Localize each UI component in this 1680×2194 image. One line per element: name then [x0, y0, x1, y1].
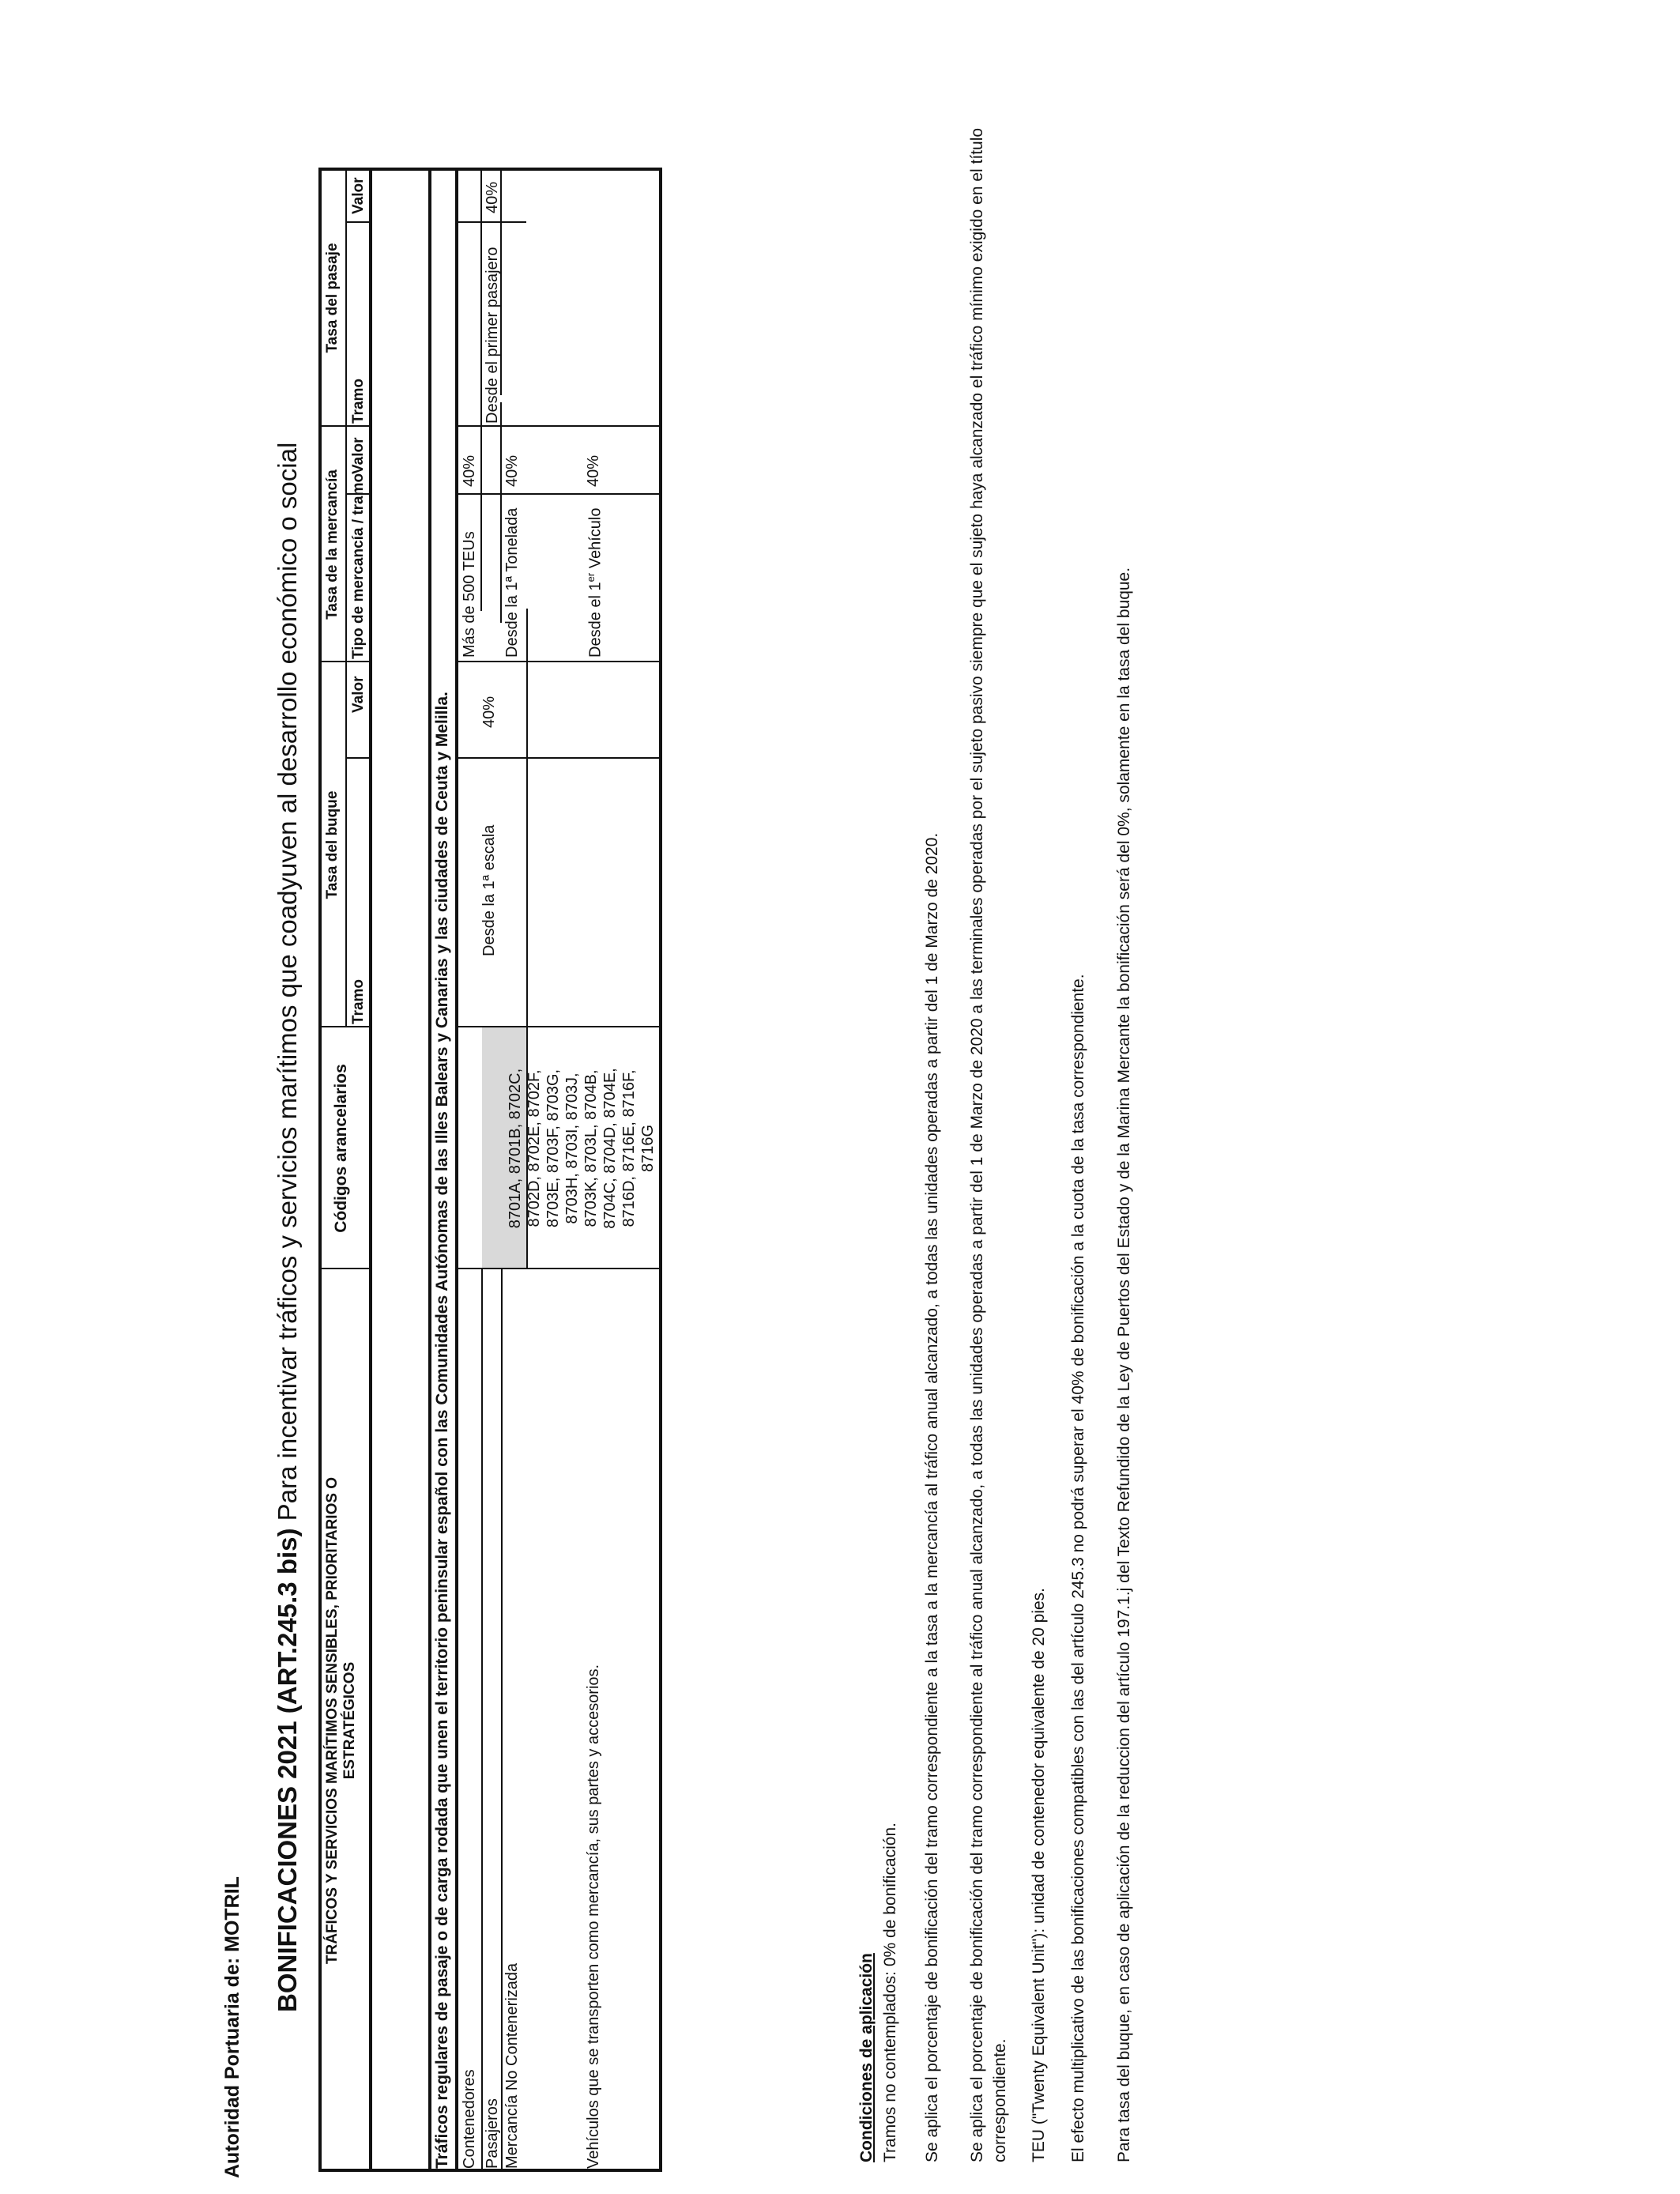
goods-noncontainer-tramo: Desde la 1ª Tonelada — [503, 507, 521, 658]
authority-line: Autoridad Portuaria de: MOTRIL — [221, 1876, 243, 2178]
row-label-passengers: Pasajeros — [484, 2098, 501, 2169]
section-title: Tráficos regulares de pasaje o de carga rodada que unen el territorio peninsular español con las Comunidades Autónomas de las Illes Balears y Canarias y las ciudades de Ceuta y Melilla. — [433, 692, 451, 2169]
row-label-vehicles: Vehículos que se transporten como mercancía, sus partes y accesorios. — [585, 1664, 602, 2169]
row-label-containers: Contenedores — [461, 2069, 478, 2169]
goods-vehicles-tramo: Desde el 1er Vehículo — [585, 507, 605, 658]
header-passenger-tramo: Tramo — [350, 378, 367, 424]
goods-vehicles-valor: 40% — [585, 454, 602, 487]
header-goods-rate: Tasa de la mercancía — [324, 469, 341, 620]
page-title: BONIFICACIONES 2021 (ART.245.3 bis) Para incentivar tráficos y servicios marítimos que coadyuven al desarrollo económico o social — [273, 442, 302, 2012]
header-ship-tramo: Tramo — [350, 978, 367, 1024]
condition-2: Se aplica el porcentaje de bonificación del tramo correspondiente a la tasa a la mercancía al tráfico anual alcanzado, a todas las unidades operadas a partir del 1 de Marzo de 2020. — [923, 832, 941, 2162]
condition-6: Para tasa del buque, en caso de aplicación de la reduccion del artículo 197.1.j del Texto Refundido de la Ley de Puertos del Estado y de la Marina Mercante la bonificación será del 0%, solamente en la tasa del buque. — [1115, 567, 1133, 2162]
ship-tramo-value: Desde la 1ª escala — [480, 824, 498, 956]
condition-3: Se aplica el porcentaje de bonificación del tramo correspondiente al tráfico anual alcanzado, a todas las unidades operadas a partir del 1 de Marzo de 2020 a las terminales operadas por el sujeto pasivo siempre que el sujeto haya alcanzado el tráfico mínimo exigido en el título correspondiente. — [968, 127, 1009, 2162]
passenger-valor-value: 40% — [484, 181, 501, 213]
port-name: MOTRIL — [221, 1876, 243, 1952]
condition-1: Tramos no contemplados: 0% de bonificación. — [881, 1823, 899, 2162]
passenger-tramo-value: Desde el primer pasajero — [484, 247, 501, 424]
header-codes: Códigos arancelarios — [332, 1064, 350, 1233]
goods-containers-valor: 40% — [461, 454, 478, 487]
header-passenger-valor: Valor — [350, 177, 367, 214]
condition-5: El efecto multiplicativo de las bonificaciones compatibles con las del artículo 245.3 no podrá superar el 40% de bonificación a la cuota de la tasa correspondiente. — [1069, 974, 1087, 2162]
vehicle-codes: 8701A, 8701B, 8702C, 8702D, 8702E, 8702F, 8703E, 8703F, 8703G, 8703H, 8703I, 8703J, 8703K, 8703L, 8704B, 8704C, 8704D, 8704E, 8716D, 8716E, 8716F, 8716G — [507, 1068, 657, 1229]
header-goods-type: Tipo de mercancía / tramo — [350, 473, 367, 659]
ship-valor-value: 40% — [480, 696, 498, 728]
header-passenger-rate: Tasa del pasaje — [324, 243, 341, 353]
row-label-non-container: Mercancía No Contenerizada — [503, 1962, 521, 2169]
goods-containers-tramo: Más de 500 TEUs — [461, 531, 478, 658]
goods-noncontainer-valor: 40% — [503, 454, 521, 487]
header-ship-valor: Valor — [350, 676, 367, 713]
header-traffic: TRÁFICOS Y SERVICIOS MARÍTIMOS SENSIBLES, PRIORITARIOS O ESTRATÉGICOS — [324, 1476, 358, 1965]
header-goods-valor: Valor — [350, 437, 367, 474]
condition-4: TEU ("Twenty Equivalent Unit"): unidad de contenedor equivalente de 20 pies. — [1030, 1587, 1048, 2162]
conditions-title: Condiciones de aplicación — [857, 1953, 876, 2162]
header-ship-rate: Tasa del buque — [324, 790, 341, 899]
